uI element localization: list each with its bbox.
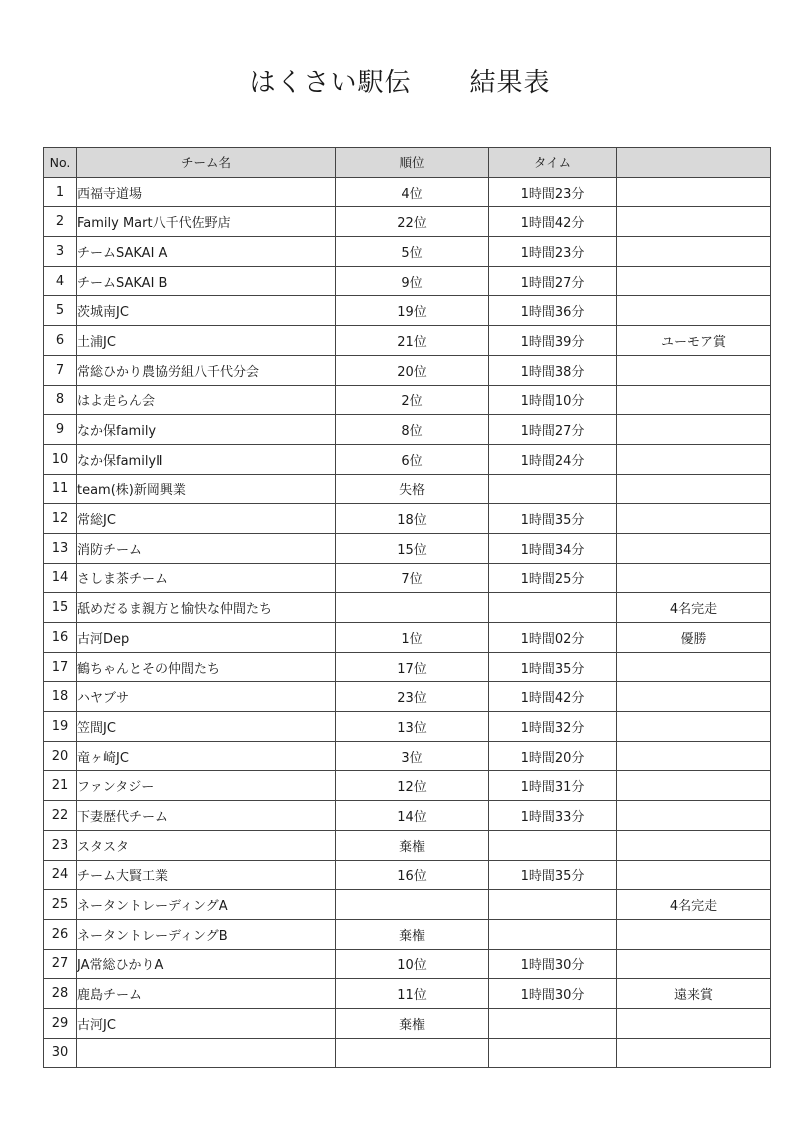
cell-team-name: チームSAKAI B [77,266,336,296]
cell-team-name: 茨城南JC [77,296,336,326]
cell-note: 4名完走 [617,593,771,623]
cell-time: 1時間34分 [489,533,617,563]
cell-team-name: 鶴ちゃんとその仲間たち [77,652,336,682]
cell-time: 1時間38分 [489,355,617,385]
cell-time: 1時間35分 [489,652,617,682]
cell-no: 8 [44,385,77,415]
cell-time: 1時間25分 [489,563,617,593]
cell-rank: 13位 [336,712,489,742]
cell-team-name: なか保family [77,415,336,445]
cell-team-name: 常総JC [77,504,336,534]
cell-rank: 棄権 [336,919,489,949]
results-table-header [44,148,771,178]
column-header-no: No. [44,148,77,178]
cell-no: 18 [44,682,77,712]
cell-time: 1時間30分 [489,979,617,1009]
cell-no: 23 [44,830,77,860]
cell-team-name: チームSAKAI A [77,237,336,267]
cell-rank: 19位 [336,296,489,326]
table-row [44,623,771,653]
table-row [44,237,771,267]
cell-team-name: 土浦JC [77,326,336,356]
cell-note [617,801,771,831]
header-row [44,148,771,178]
cell-rank: 6位 [336,444,489,474]
cell-time [489,593,617,623]
cell-time: 1時間30分 [489,949,617,979]
table-row [44,801,771,831]
cell-note [617,830,771,860]
table-row [44,296,771,326]
cell-no: 12 [44,504,77,534]
cell-note [617,415,771,445]
cell-note [617,533,771,563]
table-row [44,385,771,415]
cell-time [489,919,617,949]
cell-note: 4名完走 [617,890,771,920]
cell-team-name: ファンタジー [77,771,336,801]
cell-time [489,830,617,860]
cell-no: 22 [44,801,77,831]
cell-time: 1時間36分 [489,296,617,326]
cell-rank [336,890,489,920]
cell-note [617,771,771,801]
cell-rank: 失格 [336,474,489,504]
cell-team-name: 消防チーム [77,533,336,563]
cell-no: 27 [44,949,77,979]
cell-rank: 9位 [336,266,489,296]
cell-note [617,296,771,326]
cell-rank: 棄権 [336,1008,489,1038]
results-table-body [44,177,771,1068]
cell-rank: 2位 [336,385,489,415]
cell-team-name: 古河Dep [77,623,336,653]
cell-no: 5 [44,296,77,326]
cell-time: 1時間32分 [489,712,617,742]
cell-no: 28 [44,979,77,1009]
table-row [44,177,771,207]
cell-rank: 11位 [336,979,489,1009]
cell-team-name: 下妻歴代チーム [77,801,336,831]
cell-rank: 17位 [336,652,489,682]
cell-team-name: 古河JC [77,1008,336,1038]
cell-team-name: 舐めだるま親方と愉快な仲間たち [77,593,336,623]
cell-time: 1時間42分 [489,207,617,237]
cell-team-name: 笠間JC [77,712,336,742]
title-results-label: 結果表 [469,68,551,98]
cell-note [617,474,771,504]
title-event-name: はくさい駅伝 [249,68,412,98]
cell-no: 6 [44,326,77,356]
cell-time [489,1008,617,1038]
cell-rank [336,1038,489,1068]
table-row [44,504,771,534]
cell-team-name: さしま茶チーム [77,563,336,593]
table-row [44,652,771,682]
cell-note [617,177,771,207]
cell-time: 1時間23分 [489,237,617,267]
cell-rank: 棄権 [336,830,489,860]
cell-team-name: team(株)新岡興業 [77,474,336,504]
table-row [44,919,771,949]
cell-team-name: なか保familyⅡ [77,444,336,474]
cell-team-name: ネータントレーディングA [77,890,336,920]
cell-team-name: 竜ヶ崎JC [77,741,336,771]
cell-note [617,1008,771,1038]
table-row [44,474,771,504]
cell-team-name: 鹿島チーム [77,979,336,1009]
cell-time: 1時間20分 [489,741,617,771]
cell-note [617,563,771,593]
cell-no: 29 [44,1008,77,1038]
cell-team-name: 常総ひかり農協労組八千代分会 [77,355,336,385]
cell-note [617,207,771,237]
cell-time: 1時間35分 [489,860,617,890]
column-header-time: タイム [489,148,617,178]
cell-note [617,385,771,415]
cell-rank: 12位 [336,771,489,801]
cell-no: 7 [44,355,77,385]
cell-rank: 4位 [336,177,489,207]
cell-no: 30 [44,1038,77,1068]
cell-no: 15 [44,593,77,623]
table-row [44,949,771,979]
cell-time: 1時間24分 [489,444,617,474]
table-row [44,860,771,890]
cell-note [617,949,771,979]
cell-time: 1時間39分 [489,326,617,356]
cell-rank: 7位 [336,563,489,593]
cell-time: 1時間33分 [489,801,617,831]
cell-note [617,860,771,890]
cell-note [617,1038,771,1068]
table-row [44,593,771,623]
cell-time [489,474,617,504]
cell-no: 1 [44,177,77,207]
cell-no: 2 [44,207,77,237]
cell-rank: 20位 [336,355,489,385]
cell-no: 3 [44,237,77,267]
cell-no: 14 [44,563,77,593]
cell-rank [336,593,489,623]
table-row [44,266,771,296]
cell-time: 1時間23分 [489,177,617,207]
cell-note [617,682,771,712]
table-row [44,682,771,712]
cell-team-name: スタスタ [77,830,336,860]
cell-note [617,237,771,267]
cell-rank: 16位 [336,860,489,890]
cell-no: 9 [44,415,77,445]
cell-note: ユーモア賞 [617,326,771,356]
cell-rank: 3位 [336,741,489,771]
cell-note: 遠来賞 [617,979,771,1009]
page-title [0,62,800,99]
cell-note [617,355,771,385]
table-row [44,1008,771,1038]
table-row [44,563,771,593]
cell-note [617,712,771,742]
column-header-note [617,148,771,178]
cell-time [489,1038,617,1068]
cell-no: 17 [44,652,77,682]
results-table [43,147,771,1068]
cell-rank: 5位 [336,237,489,267]
cell-rank: 8位 [336,415,489,445]
cell-time: 1時間31分 [489,771,617,801]
cell-rank: 23位 [336,682,489,712]
cell-rank: 18位 [336,504,489,534]
cell-time: 1時間35分 [489,504,617,534]
table-row [44,979,771,1009]
cell-team-name [77,1038,336,1068]
cell-team-name: ハヤブサ [77,682,336,712]
cell-note [617,266,771,296]
cell-note [617,919,771,949]
cell-no: 13 [44,533,77,563]
table-row [44,890,771,920]
cell-no: 10 [44,444,77,474]
table-row [44,741,771,771]
cell-no: 19 [44,712,77,742]
cell-no: 4 [44,266,77,296]
cell-rank: 15位 [336,533,489,563]
table-row [44,326,771,356]
cell-time: 1時間10分 [489,385,617,415]
cell-team-name: JA常総ひかりA [77,949,336,979]
table-row [44,712,771,742]
table-row [44,444,771,474]
cell-no: 11 [44,474,77,504]
cell-rank: 22位 [336,207,489,237]
table-row [44,207,771,237]
cell-rank: 10位 [336,949,489,979]
cell-note: 優勝 [617,623,771,653]
cell-no: 26 [44,919,77,949]
cell-note [617,652,771,682]
cell-rank: 21位 [336,326,489,356]
cell-no: 25 [44,890,77,920]
cell-note [617,444,771,474]
cell-time: 1時間27分 [489,415,617,445]
cell-no: 16 [44,623,77,653]
column-header-team: チーム名 [77,148,336,178]
cell-team-name: はよ走らん会 [77,385,336,415]
cell-no: 20 [44,741,77,771]
cell-no: 21 [44,771,77,801]
table-row [44,771,771,801]
table-row [44,355,771,385]
cell-no: 24 [44,860,77,890]
cell-note [617,741,771,771]
cell-team-name: Family Mart八千代佐野店 [77,207,336,237]
table-row [44,415,771,445]
table-row [44,830,771,860]
cell-time: 1時間02分 [489,623,617,653]
cell-rank: 1位 [336,623,489,653]
cell-rank: 14位 [336,801,489,831]
cell-team-name: 西福寺道場 [77,177,336,207]
table-row [44,1038,771,1068]
cell-time: 1時間42分 [489,682,617,712]
cell-time [489,890,617,920]
cell-team-name: チーム大賢工業 [77,860,336,890]
column-header-rank: 順位 [336,148,489,178]
table-row [44,533,771,563]
cell-team-name: ネータントレーディングB [77,919,336,949]
cell-time: 1時間27分 [489,266,617,296]
cell-note [617,504,771,534]
